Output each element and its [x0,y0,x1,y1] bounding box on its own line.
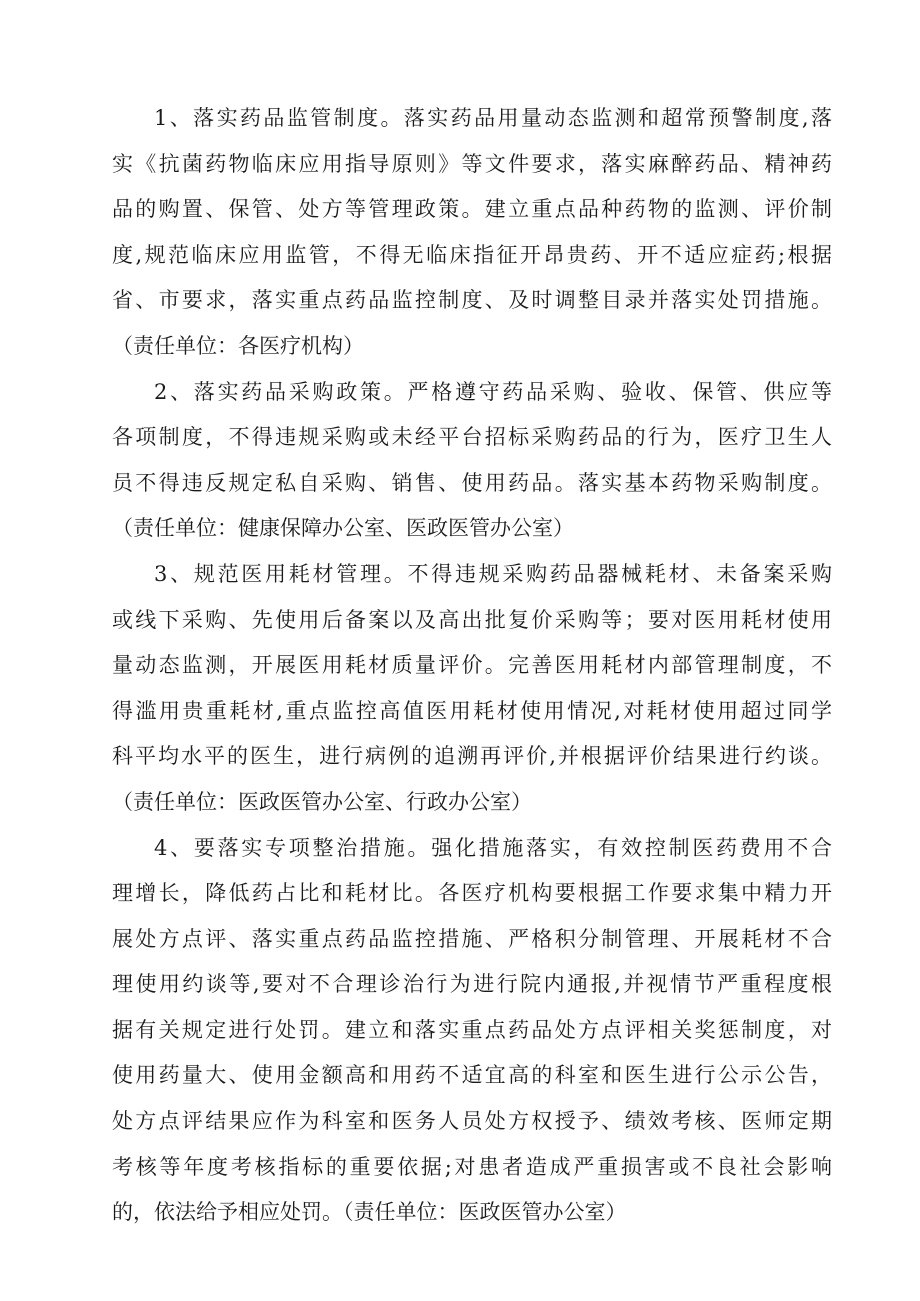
paragraph-3-line-2: 或线下采购、先使用后备案以及高出批复价采购等；要对医用耗材使用 [112,607,832,632]
paragraph-1-line-5: 省、市要求，落实重点药品监控制度、及时调整目录并落实处罚措施。 [112,288,832,313]
paragraph-3-line-4: 得滥用贵重耗材,重点监控高值医用耗材使用情况,对耗材使用超过同学 [112,698,832,723]
paragraph-1-line-3: 品的购置、保管、处方等管理政策。建立重点品种药物的监测、评价制 [112,197,832,222]
paragraph-1-line-1: 1、落实药品监管制度。落实药品用量动态监测和超常预警制度,落 [154,106,832,130]
paragraph-1-line-4: 度,规范临床应用监管，不得无临床指征开昂贵药、开不适应症药;根据 [112,242,832,267]
paragraph-3-line-6: （责任单位：医政医管办公室、行政办公室） [112,789,532,814]
paragraph-4-line-6: 使用药量大、使用金额高和用药不适宜高的科室和医生进行公示公告， [112,1063,832,1088]
paragraph-2-line-1: 2、落实药品采购政策。严格遵守药品采购、验收、保管、供应等 [154,379,832,404]
paragraph-3-line-5: 科平均水平的医生，进行病例的追溯再评价,并根据评价结果进行约谈。 [112,744,832,769]
paragraph-1-line-2: 实《抗菌药物临床应用指导原则》等文件要求，落实麻醉药品、精神药 [112,151,832,176]
document-body [112,96,832,1236]
paragraph-3-line-3: 量动态监测，开展医用耗材质量评价。完善医用耗材内部管理制度，不 [112,653,832,678]
paragraph-1-line-6: （责任单位：各医疗机构） [112,333,364,358]
paragraph-2-line-3: 员不得违反规定私自采购、销售、使用药品。落实基本药物采购制度。 [112,470,832,495]
paragraph-4-line-9: 的，依法给予相应处罚。（责任单位：医政医管办公室） [112,1200,627,1225]
paragraph-4-line-8: 考核等年度考核指标的重要依据;对患者造成严重损害或不良社会影响 [112,1154,832,1179]
paragraph-4-line-2: 理增长，降低药占比和耗材比。各医疗机构要根据工作要求集中精力开 [112,881,832,906]
paragraph-4-line-1: 4、要落实专项整治措施。强化措施落实，有效控制医药费用不合 [154,835,832,860]
paragraph-2-line-2: 各项制度，不得违规采购或未经平台招标采购药品的行为，医疗卫生人 [112,425,832,450]
paragraph-4-line-3: 展处方点评、落实重点药品监控措施、严格积分制管理、开展耗材不合 [112,926,832,951]
paragraph-4-line-4: 理使用约谈等,要对不合理诊治行为进行院内通报,并视情节严重程度根 [112,972,832,997]
paragraph-2-line-4: （责任单位：健康保障办公室、医政医管办公室） [112,516,574,541]
paragraph-4-line-7: 处方点评结果应作为科室和医务人员处方权授予、绩效考核、医师定期 [112,1109,832,1134]
paragraph-4-line-5: 据有关规定进行处罚。建立和落实重点药品处方点评相关奖惩制度，对 [112,1017,832,1042]
paragraph-3-line-1: 3、规范医用耗材管理。不得违规采购药品器械耗材、未备案采购 [154,561,832,586]
